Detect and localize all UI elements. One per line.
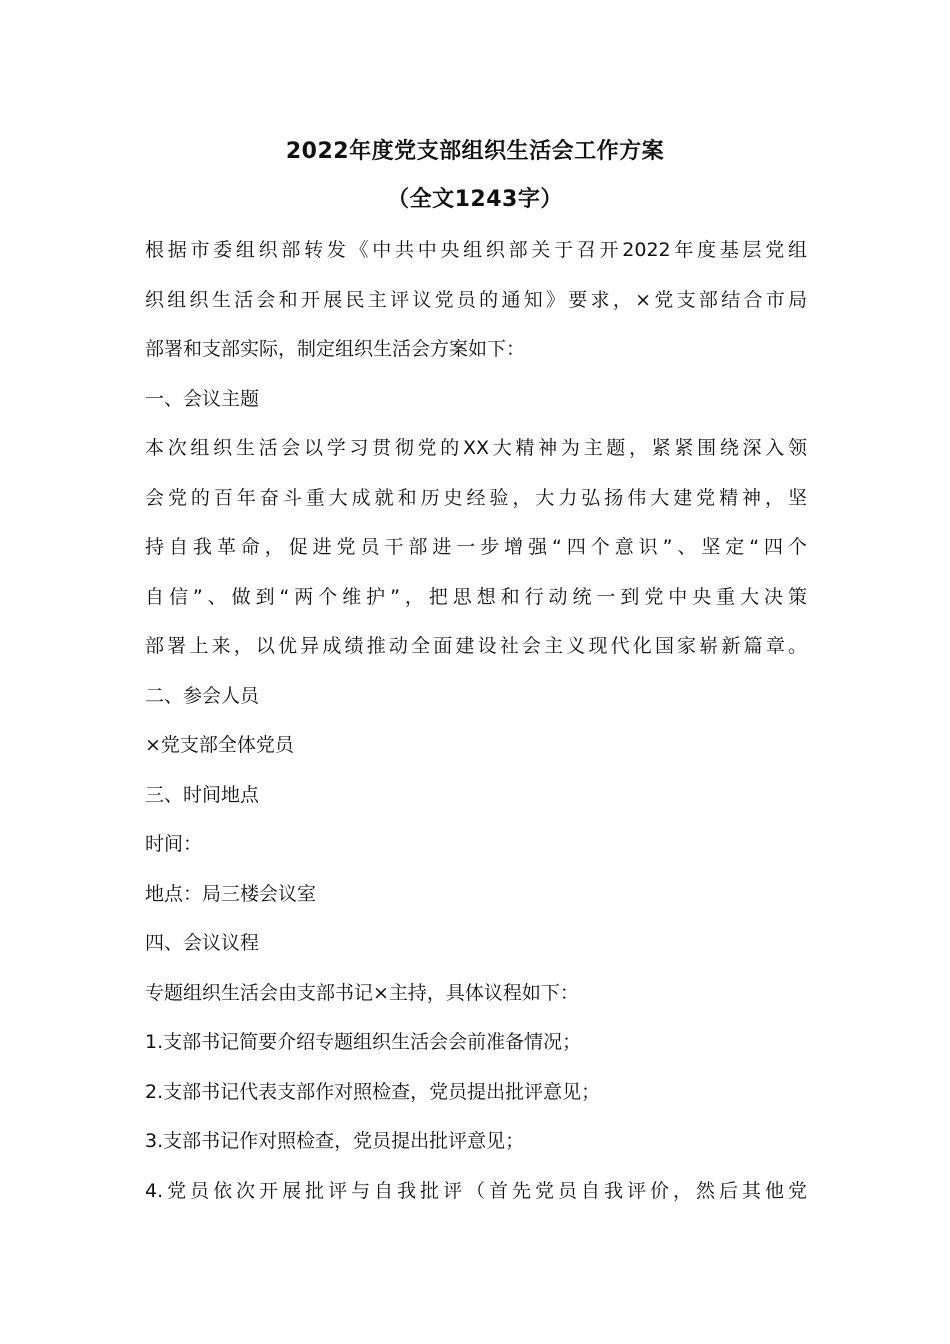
document-subtitle: （全文1243字） [387,187,563,212]
list-item: 4.党员依次开展批评与自我批评（首先党员自我评价，然后其他党 [145,1179,807,1202]
section-heading: 一、会议主题 [145,387,260,410]
paragraph-line: 专题组织生活会由支部书记×主持，具体议程如下： [145,981,579,1004]
paragraph-line: 会党的百年奋斗重大成就和历史经验，大力弘扬伟大建党精神，坚 [145,486,807,509]
section-heading: 三、时间地点 [145,783,260,806]
section-heading: 四、会议议程 [145,932,260,954]
document-title: 2022年度党支部组织生活会工作方案 [285,139,665,164]
paragraph-line: 织组织生活会和开展民主评议党员的通知》要求，×党支部结合市局 [145,288,807,311]
paragraph-line: 自信”、做到“两个维护”，把思想和行动统一到党中央重大决策 [145,585,807,608]
paragraph-line: 部署和支部实际，制定组织生活会方案如下： [145,338,526,360]
paragraph-line: 持自我革命，促进党员干部进一步增强“四个意识”、坚定“四个 [145,536,807,558]
list-item: 2.支部书记代表支部作对照检查，党员提出批评意见； [145,1080,601,1103]
paragraph-line: 时间： [145,833,203,855]
paragraph-line: 本次组织生活会以学习贯彻党的XX大精神为主题，紧紧围绕深入领 [145,437,807,459]
paragraph-line: ×党支部全体党员 [145,734,294,756]
section-heading: 二、参会人员 [145,684,260,707]
list-item: 3.支部书记作对照检查，党员提出批评意见； [145,1130,525,1152]
paragraph-line: 地点：局三楼会议室 [145,882,317,905]
paragraph-line: 根据市委组织部转发《中共中央组织部关于召开2022年度基层党组 [145,239,807,261]
paragraph-line: 部署上来，以优异成绩推动全面建设社会主义现代化国家崭新篇章。 [145,635,807,657]
list-item: 1.支部书记简要介绍专题组织生活会会前准备情况； [145,1031,582,1053]
document-body [145,226,807,1216]
